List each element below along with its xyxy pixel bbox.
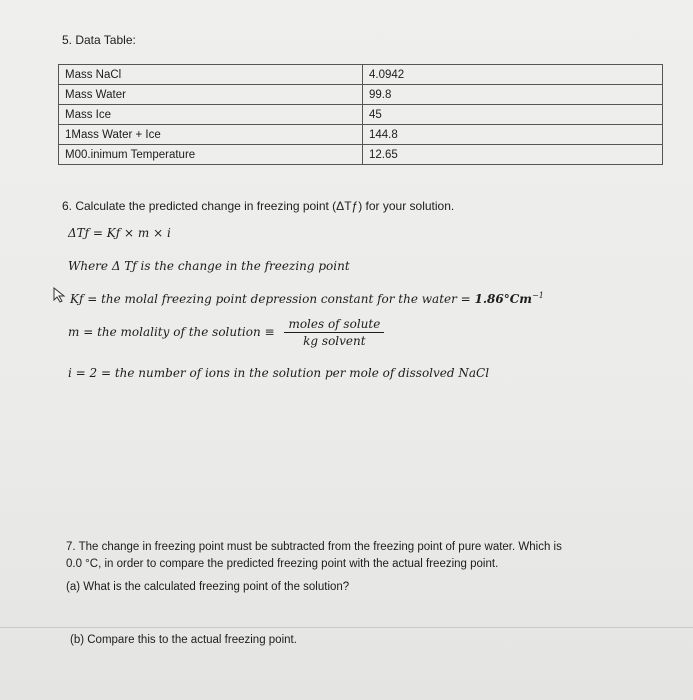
table-row: [59, 65, 663, 85]
table-row: [59, 105, 663, 125]
kf-definition-line: [70, 291, 544, 306]
kf-exponent: −1: [532, 291, 544, 300]
table-cell-value: 99.8: [363, 85, 663, 105]
table-row: [59, 85, 663, 105]
freezing-point-formula: ΔTƒ = Kƒ × m × i: [68, 226, 171, 240]
molality-definition-line: [68, 317, 384, 348]
mouse-cursor-icon: [53, 287, 67, 303]
table-cell-value: 45: [363, 105, 663, 125]
data-table: [58, 64, 663, 165]
table-cell-label: Mass Water: [59, 85, 363, 105]
section-5-title: 5. Data Table:: [62, 33, 136, 47]
table-cell-label: M00.inimum Temperature: [59, 145, 363, 165]
question-7b: (b) Compare this to the actual freezing point.: [70, 634, 297, 646]
kf-definition-text: Kƒ = the molal freezing point depression constant for the water =: [70, 292, 475, 306]
question-7-line-2: 0.0 °C, in order to compare the predicted freezing point with the actual freezing point.: [66, 558, 499, 570]
molality-definition-text: m = the molality of the solution ≡: [68, 325, 275, 339]
question-6-prompt: 6. Calculate the predicted change in freezing point (ΔTƒ) for your solution.: [62, 199, 455, 213]
ions-definition-line: i = 2 = the number of ions in the solution per mole of dissolved NaCl: [68, 366, 490, 380]
page-divider: [0, 627, 693, 628]
molality-fraction: [284, 317, 384, 348]
table-cell-label: 1Mass Water + Ice: [59, 125, 363, 145]
fraction-denominator: kg solvent: [303, 334, 366, 348]
fraction-numerator: moles of solute: [284, 317, 384, 333]
table-cell-label: Mass Ice: [59, 105, 363, 125]
where-delta-tf-line: Where Δ Tƒ is the change in the freezing point: [68, 259, 350, 273]
kf-value: 1.86°Cm: [474, 292, 533, 306]
table-row: [59, 125, 663, 145]
table-cell-value: 4.0942: [363, 65, 663, 85]
table-cell-value: 12.65: [363, 145, 663, 165]
table-cell-value: 144.8: [363, 125, 663, 145]
question-7-line-1: 7. The change in freezing point must be subtracted from the freezing point of pure water. Which is: [66, 541, 562, 553]
question-7-prompt: [66, 539, 562, 573]
table-cell-label: Mass NaCl: [59, 65, 363, 85]
question-7a: (a) What is the calculated freezing point of the solution?: [66, 581, 350, 593]
table-row: [59, 145, 663, 165]
